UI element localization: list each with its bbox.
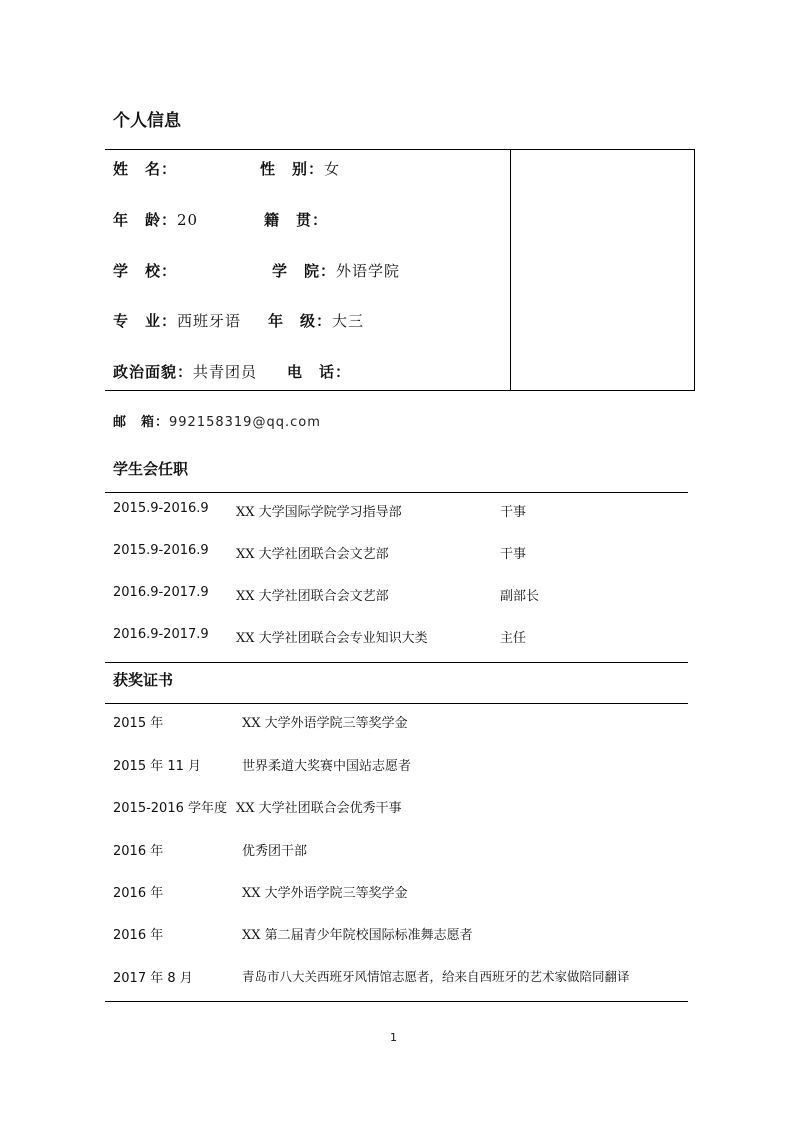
organization: XX 大学社团联合会专业知识大类: [236, 631, 428, 646]
award-description: XX 大学外语学院三等奖学金: [242, 886, 408, 901]
major-value: 西班牙语: [177, 312, 242, 330]
divider: [105, 1001, 688, 1002]
awards-heading: 获奖证书: [113, 671, 174, 689]
gender-label: 性 别：: [260, 160, 325, 178]
email-value: 992158319@qq.com: [169, 415, 321, 430]
role: 主任: [500, 631, 527, 646]
divider: [105, 390, 511, 391]
grade-value: 大三: [332, 312, 365, 330]
organization: XX 大学社团联合会文艺部: [236, 547, 389, 562]
info-phone: [287, 361, 351, 382]
award-description: 世界柔道大奖赛中国站志愿者: [242, 759, 412, 774]
award-date: 2016 年: [113, 844, 164, 859]
organization: XX 大学社团联合会文艺部: [236, 589, 389, 604]
personal-info-heading: 个人信息: [113, 111, 181, 131]
age-label: 年 龄：: [113, 211, 178, 229]
name-label: 姓 名：: [113, 160, 178, 178]
period: 2016.9-2017.9: [113, 627, 209, 642]
award-description: XX 第二届青少年院校国际标准舞志愿者: [242, 928, 473, 943]
award-description: XX 大学外语学院三等奖学金: [242, 716, 408, 731]
major-label: 专 业：: [113, 312, 178, 330]
hometown-label: 籍 贯：: [264, 211, 329, 229]
award-description: 优秀团干部: [242, 844, 308, 859]
award-date: 2015 年 11 月: [113, 759, 202, 774]
info-college: [272, 260, 400, 281]
divider: [105, 492, 688, 493]
college-value: 外语学院: [336, 262, 401, 280]
school-label: 学 校：: [113, 262, 178, 280]
student-union-heading: 学生会任职: [113, 460, 189, 478]
political-value: 共青团员: [193, 363, 258, 381]
info-political: [113, 361, 257, 382]
role: 干事: [500, 547, 527, 562]
college-label: 学 院：: [272, 262, 337, 280]
info-grade: [268, 310, 364, 331]
gender-value: 女: [324, 160, 341, 178]
period: 2016.9-2017.9: [113, 585, 209, 600]
award-date: 2017 年 8 月: [113, 971, 193, 986]
political-label: 政治面貌：: [113, 363, 194, 381]
organization: XX 大学国际学院学习指导部: [236, 505, 402, 520]
divider: [105, 703, 688, 704]
email-label: 邮 箱：: [113, 415, 170, 430]
phone-label: 电 话：: [287, 363, 352, 381]
page-number: 1: [390, 1031, 397, 1044]
award-date: 2015 年: [113, 716, 164, 731]
info-school: [113, 260, 177, 281]
age-value: 20: [177, 211, 199, 229]
info-major: [113, 310, 241, 331]
award-date: 2016 年: [113, 886, 164, 901]
info-hometown: [264, 209, 328, 230]
award-date: 2016 年: [113, 928, 164, 943]
info-email: [113, 411, 321, 430]
role: 副部长: [500, 589, 540, 604]
award-description: 青岛市八大关西班牙风情馆志愿者，给来自西班牙的艺术家做陪同翻译: [242, 969, 630, 984]
grade-label: 年 级：: [268, 312, 333, 330]
award-description: XX 大学社团联合会优秀干事: [236, 801, 402, 816]
divider: [105, 662, 688, 663]
info-age: [113, 209, 198, 230]
info-gender: [260, 158, 340, 179]
award-date: 2015-2016 学年度: [113, 801, 227, 816]
period: 2015.9-2016.9: [113, 501, 209, 516]
period: 2015.9-2016.9: [113, 543, 209, 558]
info-name: [113, 158, 177, 179]
role: 干事: [500, 505, 527, 520]
photo-box: [510, 149, 695, 391]
